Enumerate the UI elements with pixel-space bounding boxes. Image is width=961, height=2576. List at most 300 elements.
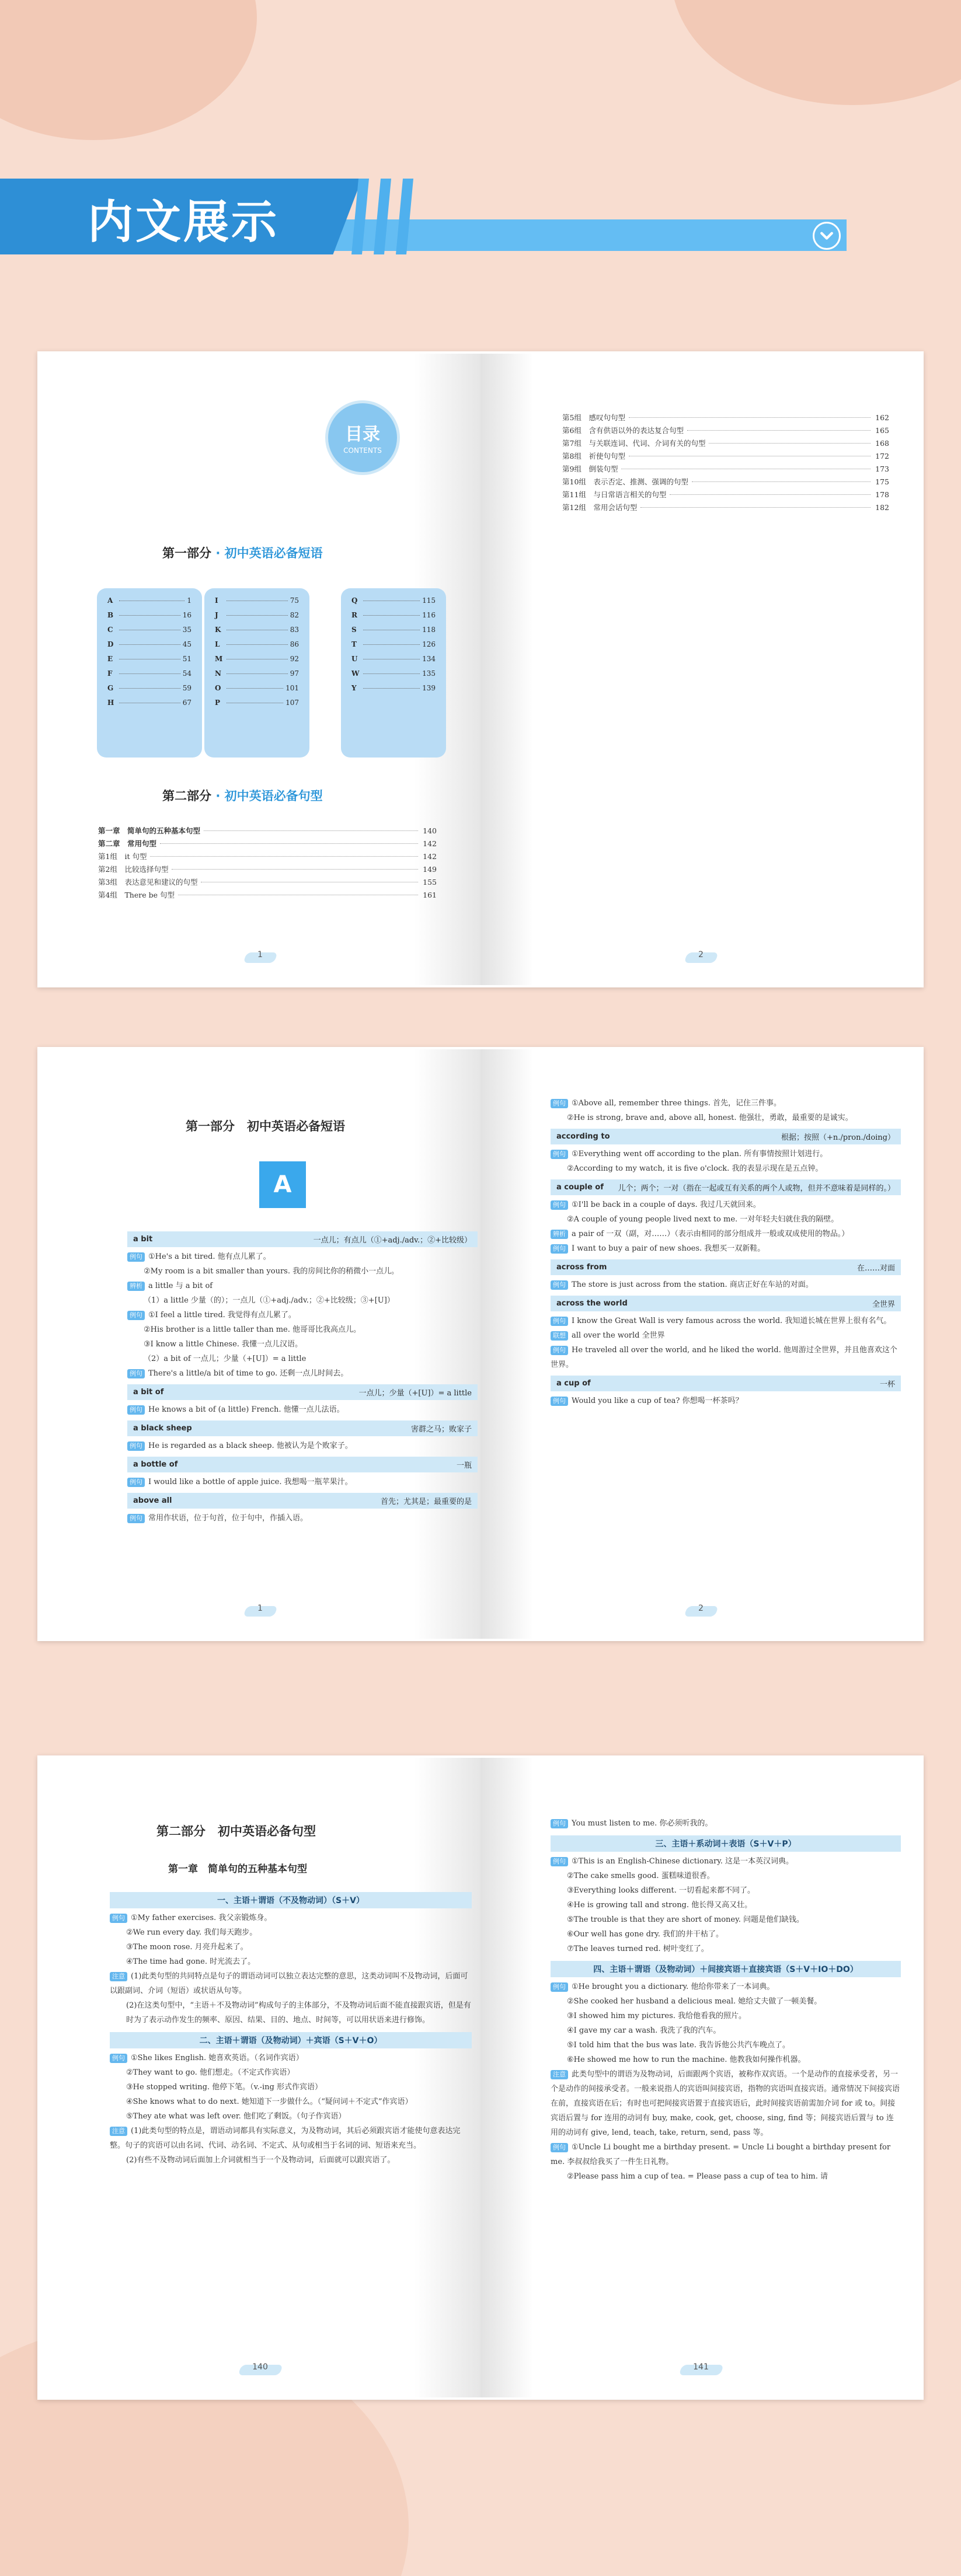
- text-line: ③I know a little Chinese. 我懂一点儿汉语。: [144, 1340, 303, 1349]
- index-row: [215, 596, 299, 611]
- toc-item-page: 168: [875, 439, 889, 448]
- text-line: （1）a little 少量（的）；一点儿（①+adj./adv.；②+比较级；③+[U]）: [144, 1296, 395, 1305]
- toc-item-page: 142: [423, 852, 437, 861]
- index-page: 135: [422, 669, 436, 678]
- text-line: ②Please pass him a cup of tea. = Please pass a cup of tea to him. 请: [567, 2172, 828, 2181]
- toc-item: [98, 838, 437, 851]
- label-tag: 例句: [127, 1405, 145, 1415]
- toc-item-page: 161: [423, 891, 437, 899]
- toc-item-title: 第5组 感叹句句型: [562, 413, 625, 422]
- index-letter: U: [351, 655, 358, 663]
- entry-head: a couple of: [556, 1183, 604, 1192]
- toc-item: [562, 502, 889, 515]
- index-row: [107, 640, 191, 655]
- part2-title: 初中英语必备句型: [224, 789, 323, 803]
- letter-badge: A: [259, 1161, 306, 1208]
- line-text: ①Uncle Li bought me a birthday present. = Uncle Li bought a birthday present for me. 李叔叔给我买了一件生日礼物。: [551, 2143, 891, 2166]
- toc-item: [98, 877, 437, 889]
- entry-meaning: 儿个；两个；一对（指在一起或互有关系的两个人或物，但并不意味着是同样的。）: [618, 1184, 895, 1193]
- index-page: 101: [285, 684, 299, 692]
- entry-head: a bottle of: [133, 1460, 178, 1469]
- label-tag: 例句: [551, 1099, 568, 1108]
- text-line: ②She cooked her husband a delicious meal. 她给丈夫做了一顿美餐。: [567, 1997, 822, 2006]
- index-letter: D: [107, 640, 114, 648]
- index-column-2: [204, 588, 309, 758]
- text-line: [127, 1402, 478, 1417]
- index-page: 126: [422, 640, 436, 648]
- label-tag: 例句: [551, 1819, 568, 1828]
- part-title: 第二部分 初中英语必备句型: [156, 1824, 316, 1838]
- text-line: [127, 1249, 478, 1264]
- entry-head: a bit of: [133, 1388, 164, 1397]
- toc-item-title: 第3组 表达意见和建议的句型: [98, 878, 198, 886]
- contents-badge: [325, 400, 400, 475]
- line-text: ①I'll be back in a couple of days. 我过几天就回来。: [572, 1200, 761, 1209]
- toc-item-title: 第9组 倒装句型: [562, 465, 618, 473]
- part-title: 第一部分 初中英语必备短语: [186, 1119, 345, 1133]
- index-row: [351, 669, 436, 684]
- index-letter: C: [107, 626, 113, 634]
- index-page: 75: [290, 596, 299, 605]
- banner-title: 内文展示: [88, 196, 280, 249]
- text-line: [127, 1511, 478, 1526]
- index-letter: M: [215, 655, 223, 663]
- text-line: [110, 2124, 472, 2153]
- index-letter: T: [351, 640, 357, 648]
- entry-head: above all: [133, 1496, 172, 1505]
- label-tag: 例句: [110, 1914, 127, 1923]
- label-tag: 例句: [551, 1857, 568, 1866]
- index-row: [107, 684, 191, 699]
- index-letter: F: [107, 669, 113, 678]
- text-line: ⑤I told him that the bus was late. 我告诉他公共汽车晚点了。: [567, 2041, 790, 2050]
- index-column-1: [97, 588, 202, 758]
- toc-item-page: 173: [875, 465, 889, 473]
- page-left: [40, 1758, 480, 2397]
- index-leader: [363, 673, 420, 674]
- text-line: ②We run every day. 我们每天跑步。: [126, 1928, 257, 1937]
- text-line: [551, 1147, 901, 1161]
- toc-item-title: 第1组 it 句型: [98, 852, 147, 861]
- text-line: ⑥Our well has gone dry. 我们的井干枯了。: [567, 1930, 723, 1939]
- line-text: He traveled all over the world, and he liked the world. 他周游过全世界，并且他喜欢这个世界。: [551, 1346, 897, 1369]
- entry-meaning: 首先；尤其是；最重要的是: [380, 1498, 472, 1506]
- index-page: 139: [422, 684, 436, 692]
- line-text: I would like a bottle of apple juice. 我想喝一瓶苹果汁。: [148, 1478, 353, 1486]
- entry-bar: [127, 1493, 478, 1509]
- page-left: [40, 354, 480, 985]
- toc-leader: [150, 856, 418, 857]
- entries-left: [127, 1228, 478, 1526]
- text-line: ②His brother is a little taller than me. 他哥哥比我高点儿。: [144, 1325, 361, 1334]
- toc-item-page: 149: [423, 865, 437, 874]
- index-leader: [227, 615, 288, 616]
- label-tag: 辨析: [551, 1230, 568, 1239]
- index-leader: [119, 615, 180, 616]
- page-number: 2: [698, 1604, 704, 1613]
- index-leader: [227, 688, 283, 689]
- entry-head: across from: [556, 1263, 607, 1272]
- toc-leader: [204, 830, 418, 831]
- toc-leader: [709, 443, 871, 444]
- toc-leader: [687, 430, 871, 431]
- text-line: ②My room is a bit smaller than yours. 我的房间比你的稍微小一点儿。: [144, 1267, 399, 1276]
- text-line: ⑦The leaves turned red. 树叶变红了。: [567, 1945, 709, 1953]
- contents-subtitle: CONTENTS: [343, 446, 382, 455]
- line-text: The store is just across from the station. 商店正好在车站的对面。: [572, 1280, 813, 1289]
- text-line: ③The moon rose. 月亮升起来了。: [126, 1943, 248, 1952]
- index-leader: [363, 688, 420, 689]
- index-leader: [119, 673, 180, 674]
- text-line: [551, 1096, 901, 1111]
- text-line: [551, 1277, 901, 1292]
- text-line: [110, 1911, 472, 1925]
- label-tag: 注意: [551, 2070, 568, 2079]
- index-row: [107, 611, 191, 626]
- label-tag: 辨析: [127, 1282, 145, 1291]
- toc-item: [562, 476, 889, 489]
- index-page: 51: [182, 655, 191, 663]
- text-line: ④She knows what to do next. 她知道下一步做什么。（“疑问词＋不定式”作宾语）: [126, 2097, 413, 2106]
- index-leader: [227, 644, 288, 645]
- text-line: [551, 1816, 901, 1831]
- label-tag: 例句: [551, 1244, 568, 1254]
- entry-bar: [551, 1296, 901, 1311]
- label-tag: 例句: [551, 1317, 568, 1326]
- label-tag: 例句: [127, 1369, 145, 1378]
- entry-meaning: 根据；按照（+n./pron./doing）: [781, 1133, 895, 1142]
- index-row: [351, 684, 436, 699]
- index-row: [107, 699, 191, 713]
- book-spread-phrases: [37, 1047, 924, 1641]
- entry-bar: [127, 1457, 478, 1472]
- toc-item: [98, 825, 437, 838]
- index-letter: E: [107, 655, 113, 663]
- toc-item-page: 162: [875, 413, 889, 422]
- toc-item: [562, 463, 889, 476]
- toc-item-page: 142: [423, 839, 437, 848]
- toc-list-right: [562, 412, 889, 515]
- line-text: I know the Great Wall is very famous across the world. 我知道长城在世界上很有名气。: [572, 1317, 892, 1325]
- toc-item: [562, 489, 889, 502]
- text-line: (2)有些不及物动词后面加上介词就相当于一个及物动词，后面就可以跟宾语了。: [126, 2156, 395, 2165]
- index-letter: O: [215, 684, 221, 692]
- decor-blob-top-left: [0, 0, 257, 140]
- line-text: I want to buy a pair of new shoes. 我想买一双新鞋。: [572, 1244, 765, 1253]
- toc-list-left: [98, 825, 437, 902]
- index-leader: [363, 644, 420, 645]
- index-page: 83: [290, 626, 299, 634]
- toc-item-page: 172: [875, 452, 889, 460]
- index-letter: G: [107, 684, 114, 692]
- index-letter: S: [351, 626, 357, 634]
- toc-item-title: 第10组 表示否定、推测、强调的句型: [562, 477, 688, 486]
- label-tag: 例句: [127, 1478, 145, 1487]
- text-line: [551, 2140, 901, 2169]
- toc-item-page: 182: [875, 503, 889, 512]
- index-letter: K: [215, 626, 221, 634]
- text-line: ②According to my watch, it is five o'clock. 我的表显示现在是五点钟。: [567, 1164, 823, 1173]
- index-letter: Y: [351, 684, 357, 692]
- section-heading: 一、主语＋谓语（不及物动词）（S＋V）: [110, 1892, 472, 1908]
- label-tag: 例句: [551, 1280, 568, 1290]
- line-text: all over the world 全世界: [572, 1331, 665, 1340]
- index-row: [215, 669, 299, 684]
- toc-item-title: 第二章 常用句型: [98, 839, 157, 848]
- part2-label: 第二部分: [162, 789, 211, 803]
- book-spread-contents: [37, 351, 924, 987]
- toc-item-title: 第11组 与日常语言相关的句型: [562, 490, 667, 499]
- label-tag: 例句: [551, 1346, 568, 1355]
- index-page: 45: [182, 640, 191, 648]
- index-row: [215, 611, 299, 626]
- content-right: [551, 1816, 901, 2184]
- text-line: [551, 1198, 901, 1212]
- part1-title: 初中英语必备短语: [224, 546, 323, 560]
- text-line: ⑤The trouble is that they are short of money. 问题是他们缺钱。: [567, 1915, 805, 1924]
- index-page: 86: [290, 640, 299, 648]
- label-tag: 例句: [127, 1441, 145, 1451]
- toc-item-title: 第7组 与关联连词、代词、介词有关的句型: [562, 439, 706, 448]
- entry-meaning: 全世界: [872, 1300, 895, 1309]
- entry-head: according to: [556, 1132, 610, 1141]
- text-line: ③I showed him my pictures. 我给他看我的照片。: [567, 2012, 747, 2020]
- line-text: He knows a bit of (a little) French. 他懂一点儿法语。: [148, 1405, 344, 1414]
- text-line: [551, 1227, 901, 1241]
- index-row: [215, 684, 299, 699]
- text-line: (2)在这类句型中，“主语＋不及物动词”构成句子的主体部分，不及物动词后面不能直接跟宾语，但是有时为了表示动作发生的频率、原因、结果、目的、地点、时间等，可以用状语来进行修饰。: [126, 2001, 471, 2025]
- entry-head: across the world: [556, 1299, 628, 1308]
- toc-leader: [692, 481, 871, 482]
- label-tag: 例句: [127, 1514, 145, 1523]
- page-number: 2: [698, 950, 704, 959]
- index-letter: J: [215, 611, 218, 619]
- line-text: ①She likes English. 她喜欢英语。（名词作宾语）: [131, 2054, 304, 2062]
- text-line: [551, 1980, 901, 1994]
- label-tag: 例句: [127, 1311, 145, 1320]
- part1-label: 第一部分: [162, 546, 211, 560]
- line-text: ①I feel a little tired. 我觉得有点儿累了。: [148, 1311, 296, 1320]
- label-tag: 注意: [110, 2127, 127, 2136]
- line-text: (1)此类句型的特点是，谓语动词都具有实际意义，为及物动词，其后必须跟宾语才能使句意表达完整。句子的宾语可以由名词、代词、动名词、不定式、从句或相当于名词的词、短语来充当。: [110, 2127, 461, 2150]
- line-text: You must listen to me. 你必须听我的。: [572, 1819, 713, 1828]
- index-row: [107, 655, 191, 669]
- toc-item: [562, 412, 889, 425]
- index-page: 54: [182, 669, 191, 678]
- label-tag: 例句: [551, 1200, 568, 1210]
- text-line: ④I gave my car a wash. 我洗了我的汽车。: [567, 2026, 721, 2035]
- page-left: [40, 1049, 480, 1639]
- entries-right: [551, 1096, 901, 1408]
- toc-item-title: 第2组 比较选择句型: [98, 865, 169, 874]
- index-page: 134: [422, 655, 436, 663]
- index-row: [351, 626, 436, 640]
- text-line: [127, 1308, 478, 1322]
- index-row: [351, 640, 436, 655]
- section-heading: 三、主语＋系动词＋表语（S＋V＋P）: [551, 1835, 901, 1852]
- index-letter: P: [215, 699, 221, 707]
- page-number: 141: [693, 2362, 709, 2372]
- index-letter: R: [351, 611, 357, 619]
- index-page: 116: [422, 611, 436, 619]
- index-letter: B: [107, 611, 114, 619]
- section-heading: 二、主语＋谓语（及物动词）＋宾语（S＋V＋O）: [110, 2032, 472, 2048]
- line-text: 此类句型中的谓语为及物动词，后面跟两个宾语，被称作双宾语。一个是动作的直接承受者，另一个是动作的间接承受者。一般来说指人的宾语叫间接宾语，指物的宾语叫直接宾语。通常情况下间接宾语在前，直接宾语在后；有时也可把间接宾语置于直接宾语后，此时间接宾语前需加介词 for 或 to。间接宾语后置与 for 连用的动词有 buy, make, cook, get, choose, sing, find 等；间接宾语后置与 to 连用的动词有 give, lend, teach, take, return, send, pass 等。: [551, 2070, 900, 2137]
- index-page: 67: [182, 699, 191, 707]
- content-left: [110, 1887, 472, 2167]
- index-row: [351, 655, 436, 669]
- page-right: [480, 1758, 921, 2397]
- toc-item-title: 第8组 祈使句句型: [562, 452, 625, 460]
- index-page: 97: [290, 669, 299, 678]
- line-text: There's a little/a bit of time to go. 还剩一点儿时间去。: [148, 1369, 349, 1378]
- chevron-down-icon[interactable]: [813, 222, 841, 250]
- entry-bar: [551, 1376, 901, 1391]
- index-row: [215, 699, 299, 713]
- entry-head: a bit: [133, 1235, 153, 1244]
- toc-item-title: 第6组 含有供语以外的表达复合句型: [562, 426, 684, 435]
- label-tag: 例句: [551, 1982, 568, 1992]
- text-line: [551, 1328, 901, 1343]
- decor-blob-top-right: [671, 0, 961, 105]
- entry-bar: [551, 1179, 901, 1195]
- page-number: 1: [257, 1604, 263, 1613]
- text-line: [110, 1969, 472, 1998]
- toc-item: [562, 451, 889, 463]
- index-row: [215, 655, 299, 669]
- toc-item: [98, 889, 437, 902]
- text-line: ⑤They ate what was left over. 他们吃了剩饭。（句子作宾语）: [126, 2112, 346, 2121]
- line-text: ①He's a bit tired. 他有点儿累了。: [148, 1252, 271, 1261]
- line-text: ①My father exercises. 我父亲锻炼身。: [131, 1914, 272, 1922]
- line-text: Would you like a cup of tea? 你想喝一杯茶吗？: [572, 1397, 743, 1405]
- index-page: 82: [290, 611, 299, 619]
- text-line: ②The cake smells good. 蛋糕味道很香。: [567, 1872, 715, 1880]
- line-text: a pair of 一双（副，对……）（表示由相同的部分组成并一般或双成使用的物品。）: [572, 1230, 849, 1238]
- label-tag: 联想: [551, 1331, 568, 1341]
- text-line: ③Everything looks different. 一切看起来都不同了。: [567, 1886, 755, 1895]
- page-right: [480, 354, 921, 985]
- text-line: [110, 2051, 472, 2065]
- index-leader: [119, 688, 180, 689]
- index-row: [215, 626, 299, 640]
- index-page: 92: [290, 655, 299, 663]
- index-letter: H: [107, 699, 114, 707]
- index-row: [107, 626, 191, 640]
- index-leader: [119, 644, 180, 645]
- text-line: [551, 1314, 901, 1328]
- index-letter: W: [351, 669, 360, 678]
- index-letter: Q: [351, 596, 358, 605]
- line-text: ①Above all, remember three things. 首先，记住三件事。: [572, 1099, 782, 1108]
- entry-meaning: 一点儿；少量（+[U]）= a little: [358, 1389, 472, 1398]
- index-page: 59: [182, 684, 191, 692]
- text-line: [551, 2067, 901, 2140]
- toc-item-page: 165: [875, 426, 889, 435]
- text-line: ④The time had gone. 时光流去了。: [126, 1957, 256, 1966]
- text-line: （2）a bit of 一点儿；少量（+[U]）= a little: [144, 1355, 307, 1363]
- index-page: 107: [285, 699, 299, 707]
- index-page: 1: [187, 596, 191, 605]
- index-page: 16: [182, 611, 191, 619]
- text-line: ②A couple of young people lived next to me. 一对年轻夫妇就住我的隔壁。: [567, 1215, 839, 1224]
- toc-leader: [629, 417, 871, 418]
- line-text: (1)此类句型的共同特点是句子的谓语动词可以独立表达完整的意思，这类动词叫不及物动词，后面可以跟副词、介词（短语）或状语从句等。: [110, 1972, 468, 1995]
- entry-bar: [551, 1259, 901, 1275]
- section-heading: 四、主语＋谓语（及物动词）＋间接宾语＋直接宾语（S＋V＋IO＋DO）: [551, 1961, 901, 1977]
- entry-head: a cup of: [556, 1379, 591, 1388]
- text-line: [127, 1279, 478, 1293]
- index-column-3: [341, 588, 446, 758]
- toc-leader: [172, 869, 418, 870]
- text-line: [127, 1439, 478, 1453]
- line-text: 常用作状语，位于句首，位于句中，作插入语。: [148, 1514, 308, 1523]
- index-row: [351, 596, 436, 611]
- toc-item: [562, 425, 889, 438]
- entry-bar: [551, 1129, 901, 1144]
- text-line: [127, 1366, 478, 1381]
- toc-item-page: 140: [423, 826, 437, 835]
- part2-heading: 第二部分 · 初中英语必备句型: [162, 789, 323, 803]
- toc-item-title: 第12组 常用会话句型: [562, 503, 638, 512]
- index-leader: [227, 673, 288, 674]
- line-text: ①This is an English-Chinese dictionary. 这是一本英汉词典。: [572, 1857, 794, 1866]
- toc-item: [562, 438, 889, 451]
- book-spread-sentences: [37, 1755, 924, 2400]
- text-line: ③He stopped writing. 他停下笔。（v.-ing 形式作宾语）: [126, 2083, 322, 2092]
- entry-bar: [127, 1231, 478, 1247]
- toc-leader: [640, 507, 871, 508]
- chapter-title: 第一章 简单句的五种基本句型: [168, 1863, 307, 1875]
- index-row: [215, 640, 299, 655]
- line-text: ①He brought you a dictionary. 他给你带来了一本词典。: [572, 1982, 775, 1991]
- index-leader: [363, 615, 420, 616]
- entry-meaning: 一杯: [879, 1380, 895, 1389]
- page-number: 140: [252, 2362, 268, 2372]
- index-page: 118: [422, 626, 436, 634]
- index-letter: N: [215, 669, 221, 678]
- index-row: [107, 669, 191, 684]
- text-line: [551, 1854, 901, 1869]
- text-line: ④He is growing tall and strong. 他长得又高又壮。: [567, 1901, 753, 1910]
- entry-meaning: 害群之马；败家子: [410, 1425, 472, 1434]
- index-letter: I: [215, 596, 218, 605]
- line-text: ①Everything went off according to the plan. 所有事情按照计划进行。: [572, 1150, 828, 1158]
- text-line: ②He is strong, brave and, above all, honest. 他强壮，勇敢，最重要的是诚实。: [567, 1114, 853, 1122]
- label-tag: 例句: [551, 2143, 568, 2152]
- line-text: a little 与 a bit of: [148, 1282, 213, 1290]
- index-letter: A: [107, 596, 113, 605]
- text-line: [551, 1394, 901, 1408]
- label-tag: 注意: [110, 1972, 127, 1981]
- toc-item-title: 第一章 简单句的五种基本句型: [98, 826, 201, 835]
- label-tag: 例句: [110, 2054, 127, 2063]
- index-row: [107, 596, 191, 611]
- entry-head: a black sheep: [133, 1424, 192, 1433]
- index-row: [351, 611, 436, 626]
- label-tag: 例句: [127, 1252, 145, 1262]
- index-page: 115: [422, 596, 436, 605]
- line-text: He is regarded as a black sheep. 他被认为是个败家子。: [148, 1441, 353, 1450]
- page-number: 1: [257, 950, 263, 959]
- text-line: [551, 1343, 901, 1372]
- entry-meaning: 一瓶: [456, 1461, 472, 1470]
- entry-meaning: 一点儿；有点儿（①+adj./adv.；②+比较级）: [313, 1236, 472, 1245]
- toc-item: [98, 864, 437, 877]
- text-line: [551, 1241, 901, 1256]
- entry-bar: [127, 1420, 478, 1436]
- page-right: [480, 1049, 921, 1639]
